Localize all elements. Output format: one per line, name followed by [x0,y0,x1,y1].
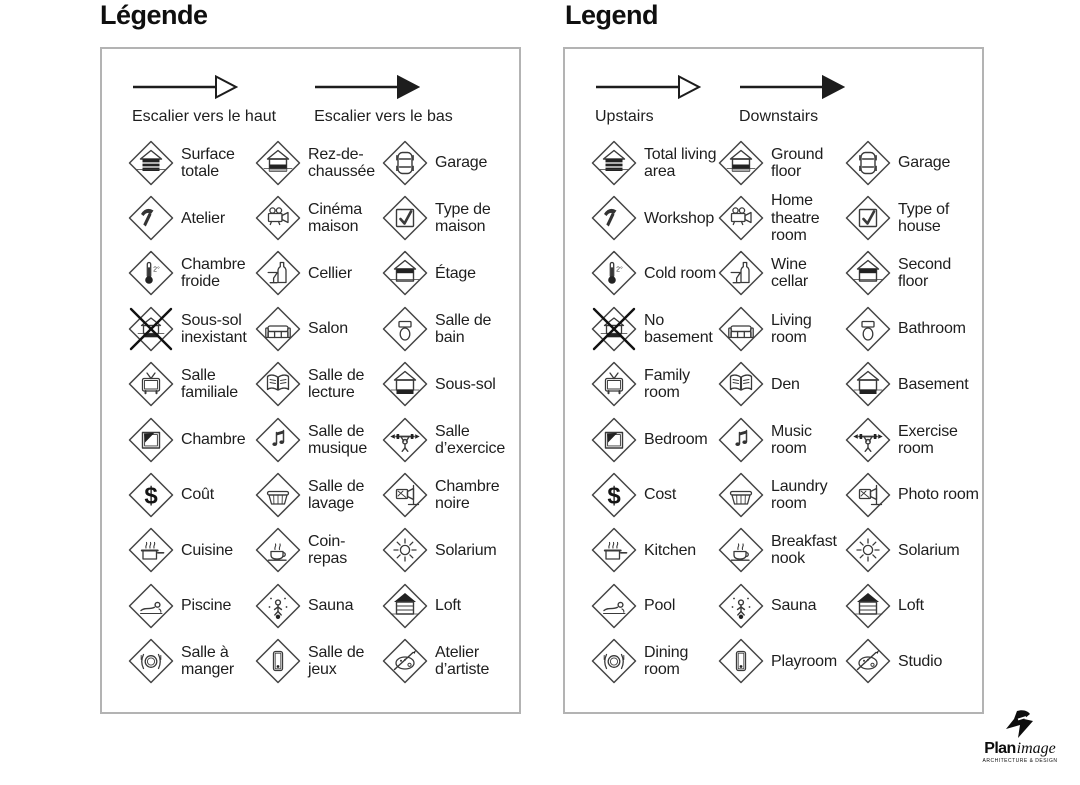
legend-item-label: Home theatre room [771,192,820,244]
legend-item-label: Sauna [308,597,354,615]
legend-item-label: Salle de musique [308,422,368,457]
legend-item-label: Bedroom [644,431,708,449]
legend-item [382,361,517,407]
legend-item [255,527,382,573]
laundry-room-icon [255,472,301,518]
playroom-icon [255,638,301,684]
basement-icon [845,361,891,407]
legend-item-label: Chambre [181,431,246,449]
kitchen-icon [591,527,637,573]
legend-item [255,583,382,629]
no-basement-icon [128,306,174,352]
legend-item-label: Sous-sol inexistant [181,311,247,346]
legend-item [128,527,255,573]
legend-item-label: Bathroom [898,320,966,338]
downstairs-arrow-label: Escalier vers le bas [314,108,453,125]
upstairs-arrow-label: Upstairs [595,108,654,125]
legend-item-label: Coin-repas [308,533,348,568]
upstairs-arrow-icon [132,73,238,101]
legend-item-label: Music room [771,422,812,457]
kitchen-icon [128,527,174,573]
legend-item [718,583,845,629]
legend-item [591,583,718,629]
legend-item-label: Salle familiale [181,367,238,402]
legend-item [718,472,845,518]
playroom-icon [718,638,764,684]
legend-item [128,583,255,629]
legend-item-label: Playroom [771,652,837,670]
exercise-room-icon [382,417,428,463]
legend-item [382,638,517,684]
legend-title-english: Legend [565,0,659,30]
legend-item [718,361,845,407]
legend-item-label: Sauna [771,597,817,615]
legend-item-label: Family room [644,367,690,402]
legend-item-label: Breakfast nook [771,533,837,568]
second-floor-icon [845,250,891,296]
legend-item [591,140,718,186]
legend-item-label: Type of house [898,200,950,236]
brand-word-image: image [1016,740,1056,757]
legend-item [845,527,980,573]
loft-icon [382,583,428,629]
legend-item [128,638,255,684]
legend-item-label: Coût [181,486,214,504]
legend-item-label: Total living area [644,145,717,180]
legend-item [845,361,980,407]
legend-item [845,195,980,241]
legend-item [718,192,845,243]
legend-item [845,638,980,684]
cost-icon [591,472,637,518]
legend-item-label: Loft [898,597,924,615]
legend-item [382,417,517,463]
legend-panel-english [563,47,984,714]
legend-item [845,583,980,629]
photo-room-icon [845,472,891,518]
legend-item-label: Cost [644,486,677,504]
pool-icon [591,583,637,629]
workshop-icon [128,195,174,241]
legend-item [718,306,845,352]
legend-item [591,527,718,573]
loft-icon [845,583,891,629]
legend-item-label: Salle de bain [435,311,492,346]
legend-item-label: Chambre noire [435,477,500,513]
legend-item-label: Dining room [644,644,689,679]
legend-item [591,417,718,463]
legend-item-label: Cold room [644,264,717,282]
type-of-house-icon [382,195,428,241]
legend-item-label: Solarium [898,541,960,559]
legend-item [128,417,255,463]
legend-item [255,638,382,684]
legend-item [591,195,718,241]
legend-item-label: Surface totale [181,145,235,180]
legend-item-label: Garage [898,154,951,172]
photo-room-icon [382,472,428,518]
second-floor-icon [382,250,428,296]
legend-item-label: Rez-de-chaussée [308,145,375,180]
downstairs-arrow-group [314,73,453,126]
breakfast-nook-icon [255,527,301,573]
bedroom-icon [591,417,637,463]
music-room-icon [718,417,764,463]
bedroom-icon [128,417,174,463]
legend-item [591,250,718,296]
legend-item [255,250,382,296]
legend-item-label: Basement [898,375,969,393]
planimage-brand-text [962,741,1078,757]
home-theatre-icon [255,195,301,241]
legend-item [128,250,255,296]
brand-word-plan: Plan [984,740,1016,757]
legend-item [845,250,980,296]
brand-tagline: ARCHITECTURE & DESIGN [982,758,1058,764]
legend-item-label: Sous-sol [435,375,496,393]
legend-item-label: Exercise room [898,422,958,457]
living-room-icon [718,306,764,352]
legend-item-label: Living room [771,311,812,346]
legend-item-label: Atelier [181,209,225,227]
upstairs-arrow-label: Escalier vers le haut [132,108,277,125]
upstairs-arrow-icon [595,73,701,101]
type-of-house-icon [845,195,891,241]
total-living-area-icon [591,140,637,186]
legend-item [382,306,517,352]
stair-arrows-row [565,49,982,126]
planimage-logo-icon [999,710,1041,740]
legend-item-label: Salle à manger [181,644,235,679]
music-room-icon [255,417,301,463]
family-room-icon [591,361,637,407]
downstairs-arrow-label: Downstairs [739,108,819,125]
upstairs-arrow-group [595,73,701,126]
den-icon [718,361,764,407]
solarium-icon [845,527,891,573]
legend-item [255,195,382,241]
legend-item [845,306,980,352]
legend-item [128,195,255,241]
legend-grid-french [102,126,519,689]
stair-arrows-row [102,49,519,126]
legend-title-french: Légende [100,0,208,30]
legend-item [718,417,845,463]
legend-item [382,140,517,186]
legend-item-label: Cuisine [181,541,233,559]
living-room-icon [255,306,301,352]
legend-item-label: Salle de lecture [308,367,365,402]
studio-icon [382,638,428,684]
legend-item-label: Atelier d’artiste [435,644,490,679]
legend-item [845,472,980,518]
legend-item-label: Salle de lavage [308,477,365,513]
bathroom-icon [845,306,891,352]
legend-item [845,140,980,186]
legend-item-label: Chambre froide [181,256,246,291]
legend-item-label: Loft [435,597,461,615]
legend-item-label: Salle d’exercice [435,422,506,457]
legend-item [255,306,382,352]
sauna-icon [255,583,301,629]
legend-item-label: Kitchen [644,541,696,559]
ground-floor-icon [718,140,764,186]
legend-item [591,638,718,684]
legend-item [382,250,517,296]
legend-item [255,417,382,463]
legend-item [128,306,255,352]
studio-icon [845,638,891,684]
solarium-icon [382,527,428,573]
upstairs-arrow-group [132,73,276,126]
legend-item-label: Wine cellar [771,256,809,291]
legend-item-label: Salle de jeux [308,644,365,679]
legend-item-label: Solarium [435,541,497,559]
exercise-room-icon [845,417,891,463]
legend-item-label: Studio [898,652,943,670]
legend-item-label: Second floor [898,256,952,291]
legend-panel-french [100,47,521,714]
legend-item-label: Laundry room [771,477,828,513]
legend-item [718,638,845,684]
cost-icon [128,472,174,518]
legend-item-label: Piscine [181,597,232,615]
legend-item-label: Cinéma maison [308,200,362,236]
legend-item-label: No basement [644,311,713,346]
legend-item [382,527,517,573]
downstairs-arrow-icon [739,73,845,101]
legend-item-label: Étage [435,264,476,282]
legend-item [255,472,382,518]
legend-item [128,361,255,407]
legend-item [591,361,718,407]
cold-room-icon [591,250,637,296]
legend-item-label: Cellier [308,264,352,282]
laundry-room-icon [718,472,764,518]
dining-room-icon [128,638,174,684]
garage-icon [845,140,891,186]
legend-item-label: Salon [308,320,348,338]
legend-item-label: Den [771,375,800,393]
home-theatre-icon [718,195,764,241]
wine-cellar-icon [255,250,301,296]
wine-cellar-icon [718,250,764,296]
legend-item [128,472,255,518]
total-living-area-icon [128,140,174,186]
legend-item-label: Pool [644,597,676,615]
legend-item [718,140,845,186]
dining-room-icon [591,638,637,684]
legend-item [845,417,980,463]
legend-item [382,472,517,518]
den-icon [255,361,301,407]
legend-item [255,361,382,407]
downstairs-arrow-group [739,73,845,126]
legend-item [718,527,845,573]
legend-item [591,472,718,518]
legend-item [255,140,382,186]
breakfast-nook-icon [718,527,764,573]
legend-item-label: Workshop [644,209,715,227]
garage-icon [382,140,428,186]
basement-icon [382,361,428,407]
planimage-logo [962,710,1078,764]
legend-item [718,250,845,296]
legend-item-label: Garage [435,154,488,172]
legend-item [382,583,517,629]
sauna-icon [718,583,764,629]
ground-floor-icon [255,140,301,186]
legend-item-label: Photo room [898,486,979,504]
legend-item-label: Type de maison [435,200,491,236]
legend-item [382,195,517,241]
cold-room-icon [128,250,174,296]
workshop-icon [591,195,637,241]
legend-item [128,140,255,186]
legend-item [591,306,718,352]
legend-grid-english [565,126,982,689]
family-room-icon [128,361,174,407]
downstairs-arrow-icon [314,73,420,101]
bathroom-icon [382,306,428,352]
no-basement-icon [591,306,637,352]
legend-item-label: Ground floor [771,145,824,180]
pool-icon [128,583,174,629]
